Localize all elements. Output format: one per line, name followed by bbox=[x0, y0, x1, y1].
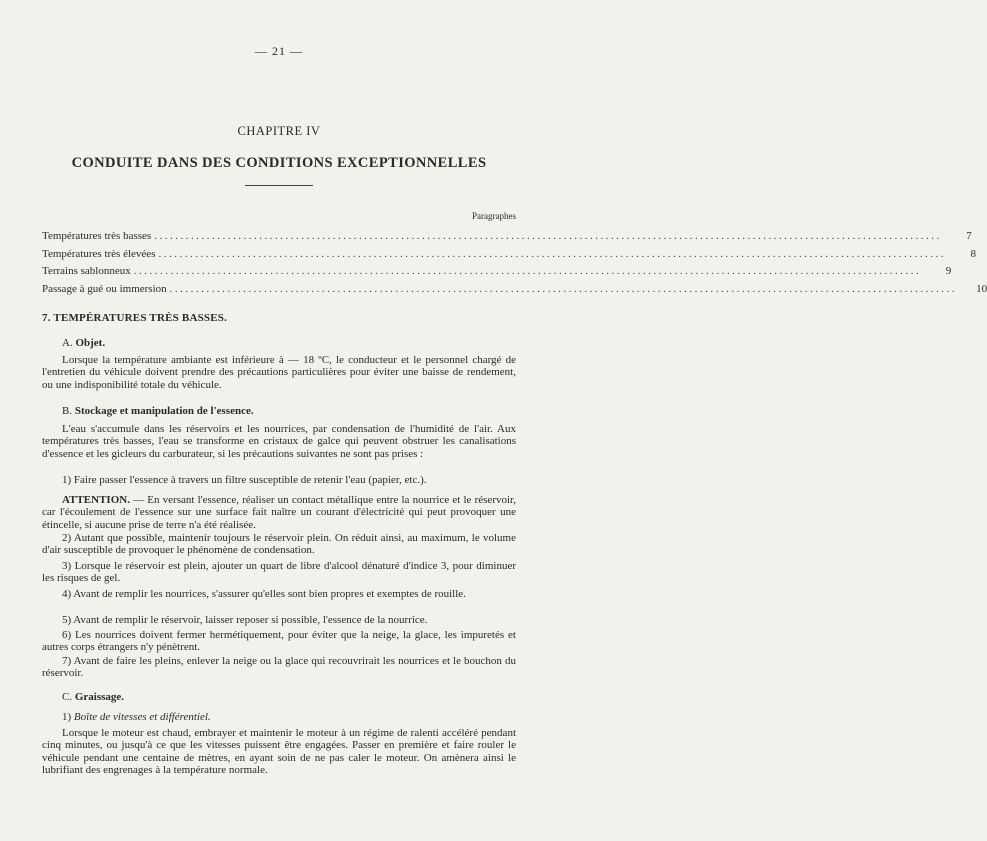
item-b6: 6) Les nourrices doivent fermer hermétiquement, pour éviter que la neige, la glace, les impuretés et autres corps étrangers n'y pénètrent. bbox=[42, 629, 516, 654]
toc-leader: ...................................................................................................................................................... bbox=[133, 265, 922, 277]
toc-row bbox=[42, 246, 976, 264]
subsection-letter: A. bbox=[62, 337, 73, 349]
chapter-title: CONDUITE DANS DES CONDITIONS EXCEPTIONNELLES bbox=[71, 155, 487, 171]
subsection-a-heading bbox=[62, 337, 105, 349]
toc-number: 9 bbox=[945, 265, 952, 277]
toc-label: Passage à gué ou immersion bbox=[42, 282, 167, 295]
paragraph-objet: Lorsque la température ambiante est inférieure à — 18 ºC, le conducteur et le personnel chargé de l'entretien du véhicule doivent prendre des précautions particulières pour éviter une baisse de rendement, ou une indisponibilité totale du véhicule. bbox=[42, 354, 516, 391]
section-heading: 7. TEMPÉRATURES TRÈS BASSES. bbox=[42, 312, 228, 324]
attention-label: ATTENTION. bbox=[62, 494, 130, 506]
subsection-title: Graissage. bbox=[74, 691, 125, 703]
toc-leader: ...................................................................................................................................................... bbox=[169, 282, 958, 295]
subsection-letter: B. bbox=[62, 405, 73, 417]
subsection-c-heading bbox=[62, 691, 124, 703]
chapter-heading: CHAPITRE IV bbox=[237, 124, 321, 138]
item-b1: 1) Faire passer l'essence à travers un filtre susceptible de retenir l'eau (papier, etc.). bbox=[62, 474, 427, 486]
toc-number: 10 bbox=[976, 282, 987, 295]
table-of-contents bbox=[42, 228, 987, 298]
toc-number: 8 bbox=[970, 247, 976, 260]
toc-label: Températures très élevées bbox=[42, 247, 156, 260]
toc-number: 7 bbox=[966, 230, 972, 242]
toc-label: Terrains sablonneux bbox=[42, 265, 131, 277]
title-rule bbox=[245, 185, 313, 186]
toc-row bbox=[42, 281, 987, 299]
toc-label: Températures très basses bbox=[42, 230, 152, 242]
page-number: — 21 — bbox=[255, 44, 303, 58]
paragraph-graissage: Lorsque le moteur est chaud, embrayer et maintenir le moteur à un régime de ralenti accéléré pendant cinq minutes, ou jusqu'à ce que les vitesses puissent être engagées. Passer en première et faire rouler le véhicule pendant une centaine de mètres, en ayant soin de ne pas caler le moteur. On amènera ainsi le lubrifiant des engrenages à la température normale. bbox=[42, 727, 516, 777]
toc-leader: ...................................................................................................................................................... bbox=[158, 247, 946, 260]
subsection-b-heading bbox=[62, 405, 254, 417]
item-b3: 3) Lorsque le réservoir est plein, ajouter un quart de libre d'alcool dénaturé d'indice 3, pour diminuer les risques de gel. bbox=[42, 560, 516, 585]
item-b2: 2) Autant que possible, maintenir toujours le réservoir plein. On réduit ainsi, au maximum, le volume d'air susceptible de provoquer le phénomène de condensation. bbox=[42, 532, 516, 557]
subsection-letter: C. bbox=[62, 691, 73, 703]
attention-text: — En versant l'essence, réaliser un contact métallique entre la nourrice et le réservoir, car l'écoulement de l'essence sur une surface fait naître un courant d'électricité qui peut provoquer une étincelle, si aucune prise de terre n'a été réalisée. bbox=[42, 494, 517, 531]
toc-row bbox=[42, 263, 952, 281]
attention-paragraph bbox=[42, 494, 516, 531]
toc-header: Paragraphes bbox=[472, 211, 516, 221]
item-b4: 4) Avant de remplir les nourrices, s'assurer qu'elles sont bien propres et exemptes de rouille. bbox=[62, 588, 466, 600]
subsection-title: Objet. bbox=[75, 337, 106, 349]
item-title: Boîte de vitesses et différentiel. bbox=[73, 711, 211, 723]
item-c1-heading bbox=[62, 711, 211, 723]
toc-leader: ...................................................................................................................................................... bbox=[154, 230, 942, 242]
item-number: 1) bbox=[62, 711, 72, 723]
subsection-title: Stockage et manipulation de l'essence. bbox=[74, 405, 254, 417]
toc-row bbox=[42, 228, 972, 246]
item-b5: 5) Avant de remplir le réservoir, laisser reposer si possible, l'essence de la nourrice. bbox=[62, 614, 428, 626]
paragraph-stockage: L'eau s'accumule dans les réservoirs et les nourrices, par condensation de l'humidité de l'air. Aux températures très basses, l'eau se transforme en cristaux de galce qui peuvent obstruer les canalisations d'essence et les gicleurs du carburateur, si les précautions suivantes ne sont pas prises : bbox=[42, 423, 516, 460]
item-b7: 7) Avant de faire les pleins, enlever la neige ou la glace qui recouvrirait les nourrices et le bouchon du réservoir. bbox=[42, 655, 516, 680]
